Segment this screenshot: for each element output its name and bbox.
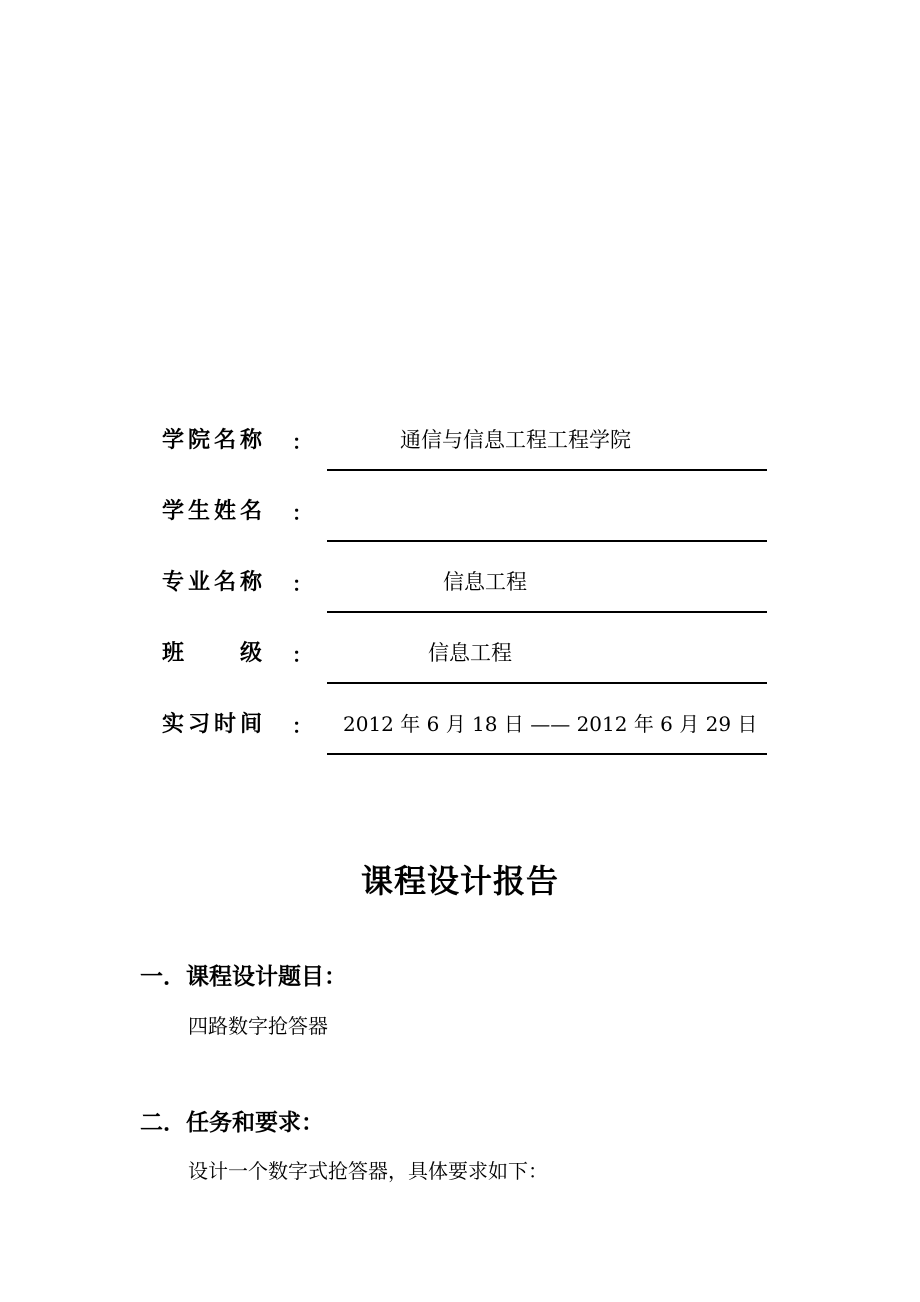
college-value: 通信与信息工程工程学院 — [400, 428, 631, 452]
class-value: 信息工程 — [428, 641, 512, 665]
college-underline — [327, 469, 767, 471]
period-underline — [327, 753, 767, 755]
major-value: 信息工程 — [443, 570, 527, 594]
student-label: 学生姓名 — [162, 499, 267, 524]
period-colon: ： — [292, 714, 312, 738]
major-underline — [327, 611, 767, 613]
section-1-body: 四路数字抢答器 — [188, 1014, 328, 1038]
period-label: 实习时间 — [162, 712, 267, 737]
student-colon: ： — [292, 501, 312, 525]
college-colon: ： — [292, 430, 312, 454]
class-label: 班 级 — [162, 641, 267, 666]
period-value: 2012 年 6 月 18 日 —— 2012 年 6 月 29 日 — [343, 712, 758, 736]
class-underline — [327, 682, 767, 684]
report-title: 课程设计报告 — [360, 862, 559, 900]
major-label: 专业名称 — [162, 570, 267, 595]
student-underline — [327, 540, 767, 542]
college-label: 学院名称 — [162, 428, 267, 453]
section-1-heading: 一．课程设计题目： — [140, 964, 347, 990]
major-colon: ： — [292, 572, 312, 596]
section-2-heading: 二．任务和要求： — [140, 1110, 324, 1136]
class-colon: ： — [292, 643, 312, 667]
section-2-body: 设计一个数字式抢答器，具体要求如下： — [188, 1159, 548, 1183]
